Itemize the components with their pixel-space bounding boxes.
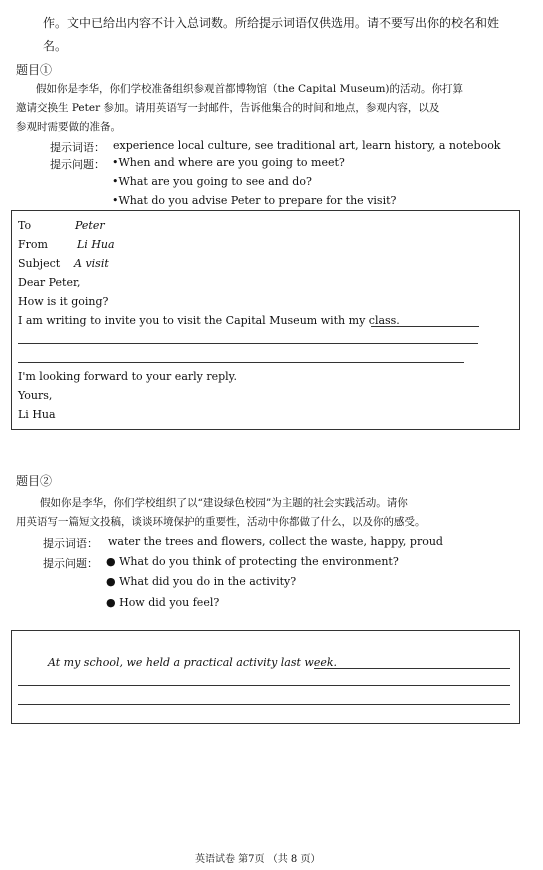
q1-desc-line-1: 假如你是李华，你们学校准备组织参观首都博物馆（the Capital Museum)的活动。你打算 xyxy=(36,83,464,95)
q2-hint-questions-label: 提示问题： xyxy=(43,557,98,570)
email-subject-label: Subject xyxy=(18,257,61,270)
writing-line xyxy=(18,362,464,363)
email-to-label: To xyxy=(18,219,32,232)
q2-desc-line-1: 假如你是李华，你们学校组织了以“建设绿色校园”为主题的社会实践活动。请你 xyxy=(40,497,408,509)
email-line-2: I am writing to invite you to visit the Capital Museum with my class. xyxy=(18,314,400,327)
q1-hint-words-label: 提示词语： xyxy=(50,141,105,154)
email-subject-value: A visit xyxy=(74,257,109,270)
q1-title: 题目① xyxy=(16,63,53,77)
q2-desc-line-2: 用英语写一篇短文投稿，谈谈环境保护的重要性，活动中你都做了什么，以及你的感受。 xyxy=(16,516,426,528)
q2-hint-words: water the trees and flowers, collect the waste, happy, proud xyxy=(108,535,443,548)
email-closing-1: I'm looking forward to your early reply. xyxy=(18,370,237,383)
q1-desc-line-2: 邀请交换生 Peter 参加。请用英语写一封邮件，告诉他集合的时间和地点，参观内容，以及 xyxy=(16,102,440,114)
email-closing-2: Yours, xyxy=(18,389,53,402)
email-signature: Li Hua xyxy=(18,408,56,421)
email-line-1: How is it going? xyxy=(18,295,109,308)
writing-line xyxy=(18,685,510,686)
intro-line-1: 作。文中已给出内容不计入总词数。所给提示词语仅供选用。请不要写出你的校名和姓 xyxy=(43,16,500,30)
writing-line xyxy=(18,343,478,344)
intro-line-2: 名。 xyxy=(43,39,68,53)
q1-question-3: •What do you advise Peter to prepare for the visit? xyxy=(112,194,397,207)
email-greeting: Dear Peter, xyxy=(18,276,81,289)
q2-title: 题目② xyxy=(16,474,53,488)
page-footer: 英语试卷 第7页 （共 8 页） xyxy=(195,854,321,865)
q2-question-3: ● How did you feel? xyxy=(106,596,220,609)
q1-question-2: •What are you going to see and do? xyxy=(112,175,312,188)
q2-hint-words-label: 提示词语： xyxy=(43,537,98,550)
q1-hint-words: experience local culture, see traditional art, learn history, a notebook xyxy=(113,139,501,152)
q2-starter: At my school, we held a practical activity last week. xyxy=(48,656,338,669)
email-to-value: Peter xyxy=(75,219,105,232)
q2-question-1: ● What do you think of protecting the environment? xyxy=(106,555,399,568)
q2-answer-box xyxy=(11,630,520,724)
writing-line xyxy=(314,668,510,669)
writing-line xyxy=(371,326,479,327)
q1-question-1: •When and where are you going to meet? xyxy=(112,156,345,169)
q1-hint-questions-label: 提示问题： xyxy=(50,158,105,171)
writing-line xyxy=(18,704,510,705)
q2-question-2: ● What did you do in the activity? xyxy=(106,575,297,588)
email-from-value: Li Hua xyxy=(77,238,115,251)
email-from-label: From xyxy=(18,238,48,251)
q1-desc-line-3: 参观时需要做的准备。 xyxy=(16,121,121,133)
